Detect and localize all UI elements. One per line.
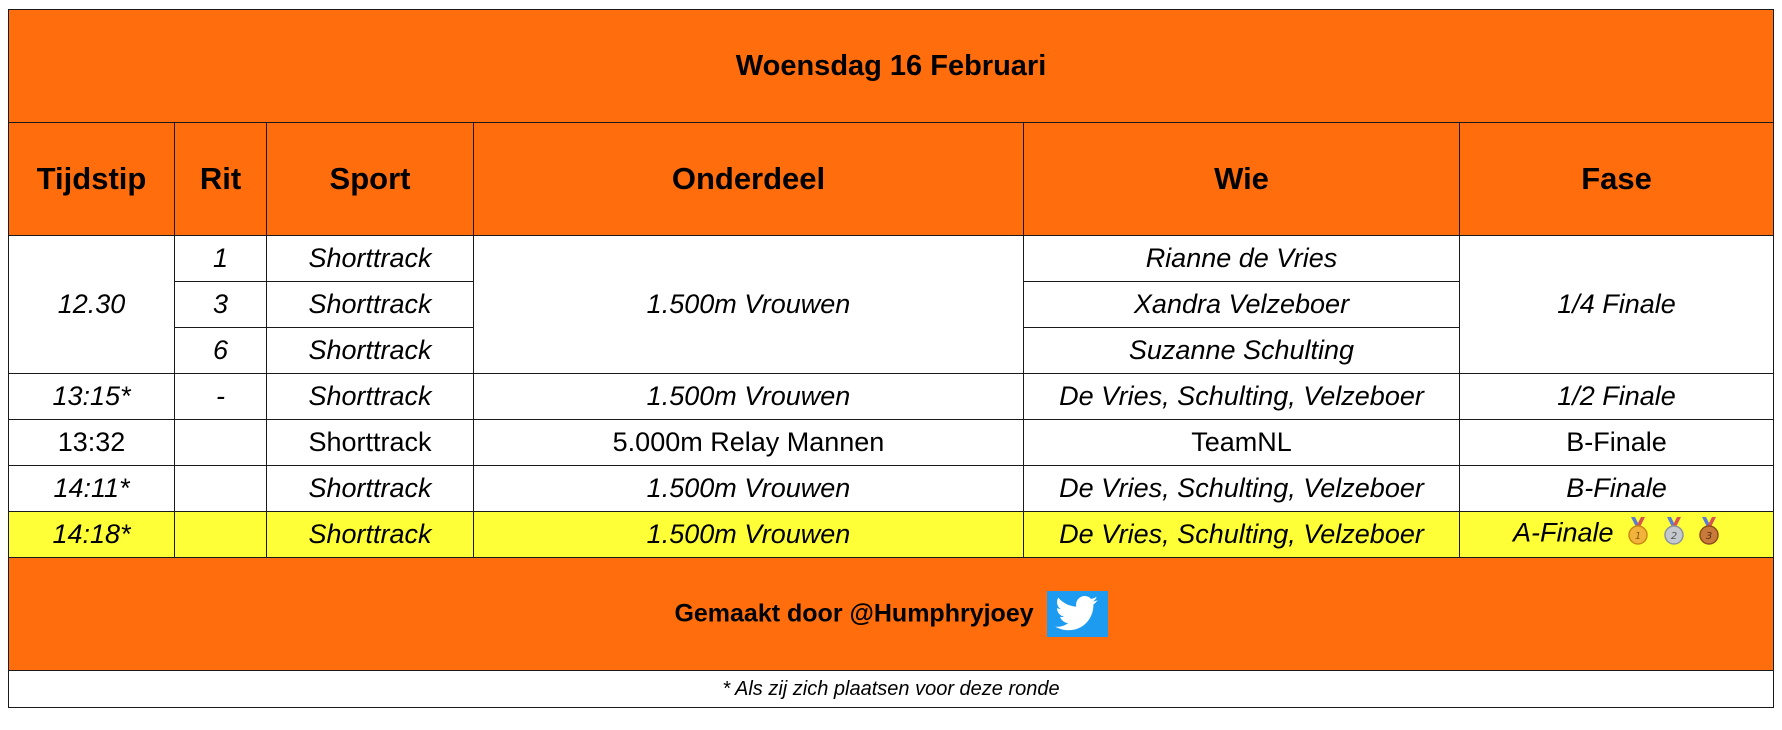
who-cell: De Vries, Schulting, Velzeboer: [1024, 466, 1460, 512]
header-sport: Sport: [267, 123, 474, 236]
schedule-table: [8, 9, 1774, 708]
sport-cell: Shorttrack: [267, 512, 474, 558]
gold-medal-icon: [1627, 517, 1649, 552]
phase-cell: 1/2 Finale: [1460, 374, 1774, 420]
who-cell: TeamNL: [1024, 420, 1460, 466]
time-cell: 13:15*: [9, 374, 175, 420]
who-cell: Rianne de Vries: [1024, 236, 1460, 282]
rit-cell: [175, 512, 267, 558]
phase-cell: 1/4 Finale: [1460, 236, 1774, 374]
header-rit: Rit: [175, 123, 267, 236]
phase-cell: B-Finale: [1460, 420, 1774, 466]
time-cell: 12.30: [9, 236, 175, 374]
who-cell: De Vries, Schulting, Velzeboer: [1024, 512, 1460, 558]
who-cell: Xandra Velzeboer: [1024, 282, 1460, 328]
schedule-wrapper: [8, 9, 1773, 708]
footer-cell: [9, 558, 1774, 671]
time-cell: 14:11*: [9, 466, 175, 512]
sport-cell: Shorttrack: [267, 282, 474, 328]
header-tijdstip: Tijdstip: [9, 123, 175, 236]
table-row: [9, 420, 1774, 466]
footnote: * Als zij zich plaatsen voor deze ronde: [9, 671, 1774, 708]
header-onderdeel: Onderdeel: [474, 123, 1024, 236]
svg-text:3: 3: [1705, 531, 1713, 542]
event-cell: 1.500m Vrouwen: [474, 374, 1024, 420]
time-cell: 14:18*: [9, 512, 175, 558]
who-cell: Suzanne Schulting: [1024, 328, 1460, 374]
footer-row: [9, 558, 1774, 671]
twitter-bird-icon[interactable]: [1047, 591, 1108, 637]
sport-cell: Shorttrack: [267, 328, 474, 374]
title-row: [9, 10, 1774, 123]
sport-cell: Shorttrack: [267, 374, 474, 420]
event-cell: 5.000m Relay Mannen: [474, 420, 1024, 466]
silver-medal-icon: [1663, 517, 1685, 552]
rit-cell: [175, 420, 267, 466]
header-row: [9, 123, 1774, 236]
who-cell: De Vries, Schulting, Velzeboer: [1024, 374, 1460, 420]
table-row: [9, 466, 1774, 512]
bronze-medal-icon: [1698, 517, 1720, 552]
phase-cell: B-Finale: [1460, 466, 1774, 512]
header-wie: Wie: [1024, 123, 1460, 236]
table-row: [9, 236, 1774, 282]
event-cell: 1.500m Vrouwen: [474, 512, 1024, 558]
svg-text:2: 2: [1670, 531, 1677, 542]
rit-cell: 1: [175, 236, 267, 282]
rit-cell: 3: [175, 282, 267, 328]
page-title: Woensdag 16 Februari: [9, 10, 1774, 123]
highlighted-row: [9, 512, 1774, 558]
event-cell: 1.500m Vrouwen: [474, 466, 1024, 512]
table-row: [9, 374, 1774, 420]
sport-cell: Shorttrack: [267, 236, 474, 282]
note-row: [9, 671, 1774, 708]
phase-label: A-Finale: [1512, 517, 1614, 548]
rit-cell: [175, 466, 267, 512]
sport-cell: Shorttrack: [267, 420, 474, 466]
header-fase: Fase: [1460, 123, 1774, 236]
footer-credit: Gemaakt door @Humphryjoey: [674, 599, 1034, 628]
time-cell: 13:32: [9, 420, 175, 466]
sport-cell: Shorttrack: [267, 466, 474, 512]
svg-text:1: 1: [1634, 531, 1642, 542]
rit-cell: -: [175, 374, 267, 420]
rit-cell: 6: [175, 328, 267, 374]
event-cell: 1.500m Vrouwen: [474, 236, 1024, 374]
phase-cell: [1460, 512, 1774, 558]
